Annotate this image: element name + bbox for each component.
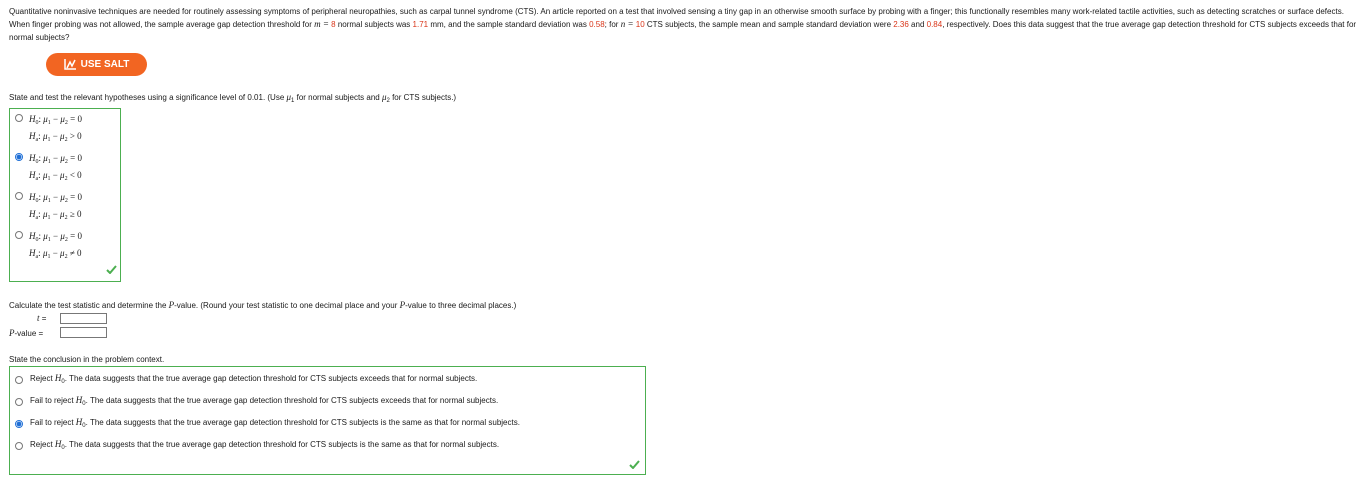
radio-button[interactable]	[15, 231, 23, 239]
null-hypothesis: $H_0$: $\mu_1 - \mu_2 = 0$	[29, 153, 82, 165]
hypothesis-text	[29, 113, 82, 147]
radio-button[interactable]	[15, 114, 23, 122]
conclusion-text: Reject $H_0$. The data suggests that the true average gap detection threshold for CTS subjects exceeds that for normal subjects.	[30, 373, 478, 385]
radio-button[interactable]	[15, 442, 23, 450]
conclusion-option-1[interactable]	[15, 373, 477, 385]
null-hypothesis: $H_0$: $\mu_1 - \mu_2 = 0$	[29, 192, 82, 204]
hypotheses-answer-box	[9, 108, 121, 282]
hypothesis-text	[29, 230, 82, 264]
m-value: 8	[331, 20, 336, 29]
hypothesis-option-1[interactable]	[15, 113, 82, 147]
sd2-value: 0.84	[926, 20, 943, 29]
hypothesis-option-3[interactable]	[15, 191, 82, 225]
salt-chart-icon	[64, 59, 76, 70]
null-hypothesis: $H_0$: $\mu_1 - \mu_2 = 0$	[29, 231, 82, 243]
correct-check-icon	[629, 460, 640, 471]
radio-button[interactable]	[15, 398, 23, 406]
conclusion-answer-box	[9, 366, 646, 475]
conclusion-option-2[interactable]	[15, 395, 498, 407]
radio-button[interactable]	[15, 376, 23, 384]
hypothesis-text	[29, 152, 82, 186]
n-value: 10	[635, 20, 645, 29]
mean1-value: 1.71	[412, 20, 429, 29]
alternative-hypothesis: $H_a$: $\mu_1 - \mu_2 \ge 0$	[29, 209, 82, 221]
conclusion-text: Reject $H_0$. The data suggests that the true average gap detection threshold for CTS subjects is the same as that for normal subjects.	[30, 439, 500, 451]
hypothesis-text	[29, 191, 82, 225]
problem-statement: Quantitative noninvasive techniques are needed for routinely assessing symptoms of peripheral neuropathies, such as carpal tunnel syndrome (CTS). An article reported on a test that involved sensing a tiny gap in an otherwise smooth surface by probing with a finger; this functionally resembles many work-related tactile activities, such as detecting scratches or surface defects. When finger probing was not allowed, the sample average gap detection threshold for m = 8 normal subjects was 1.71 mm, and the sample standard deviation was 0.58; for n = 10 CTS subjects, the sample mean and sample standard deviation were 2.36 and 0.84, respectively. Does this data suggest that the true average gap detection threshold for CTS subjects exceeds that for normal subjects?	[9, 7, 1357, 42]
use-salt-label: USE SALT	[80, 59, 130, 70]
hypotheses-prompt: State and test the relevant hypotheses using a significance level of 0.01. (Use $\mu_1$ for normal subjects and $\mu_2$ for CTS subjects.)	[9, 92, 457, 104]
t-label: t =	[37, 313, 47, 323]
alternative-hypothesis: $H_a$: $\mu_1 - \mu_2 \ne 0$	[29, 248, 82, 260]
radio-button[interactable]	[15, 153, 23, 161]
sd1-value: 0.58	[589, 20, 605, 29]
hypothesis-option-4[interactable]	[15, 230, 82, 264]
conclusion-prompt: State the conclusion in the problem context.	[9, 355, 165, 364]
alternative-hypothesis: $H_a$: $\mu_1 - \mu_2 < 0$	[29, 170, 82, 182]
conclusion-text: Fail to reject $H_0$. The data suggests that the true average gap detection threshold for CTS subjects exceeds that for normal subjects.	[30, 395, 499, 407]
correct-check-icon	[106, 265, 117, 276]
conclusion-option-4[interactable]	[15, 439, 499, 451]
radio-button[interactable]	[15, 420, 23, 428]
t-statistic-input[interactable]	[60, 313, 107, 324]
conclusion-option-3[interactable]	[15, 417, 520, 429]
hypothesis-option-2[interactable]	[15, 152, 82, 186]
use-salt-button[interactable]	[46, 53, 147, 76]
null-hypothesis: $H_0$: $\mu_1 - \mu_2 = 0$	[29, 114, 82, 126]
calculate-prompt: Calculate the test statistic and determine the P-value. (Round your test statistic to one decimal place and your P-value to three decimal places.)	[9, 300, 517, 310]
mean2-value: 2.36	[893, 20, 909, 29]
conclusion-text: Fail to reject $H_0$. The data suggests that the true average gap detection threshold for CTS subjects is the same as that for normal subjects.	[30, 417, 520, 429]
alternative-hypothesis: $H_a$: $\mu_1 - \mu_2 > 0$	[29, 131, 82, 143]
p-value-input[interactable]	[60, 327, 107, 338]
p-value-label: P-value =	[9, 328, 44, 338]
radio-button[interactable]	[15, 192, 23, 200]
